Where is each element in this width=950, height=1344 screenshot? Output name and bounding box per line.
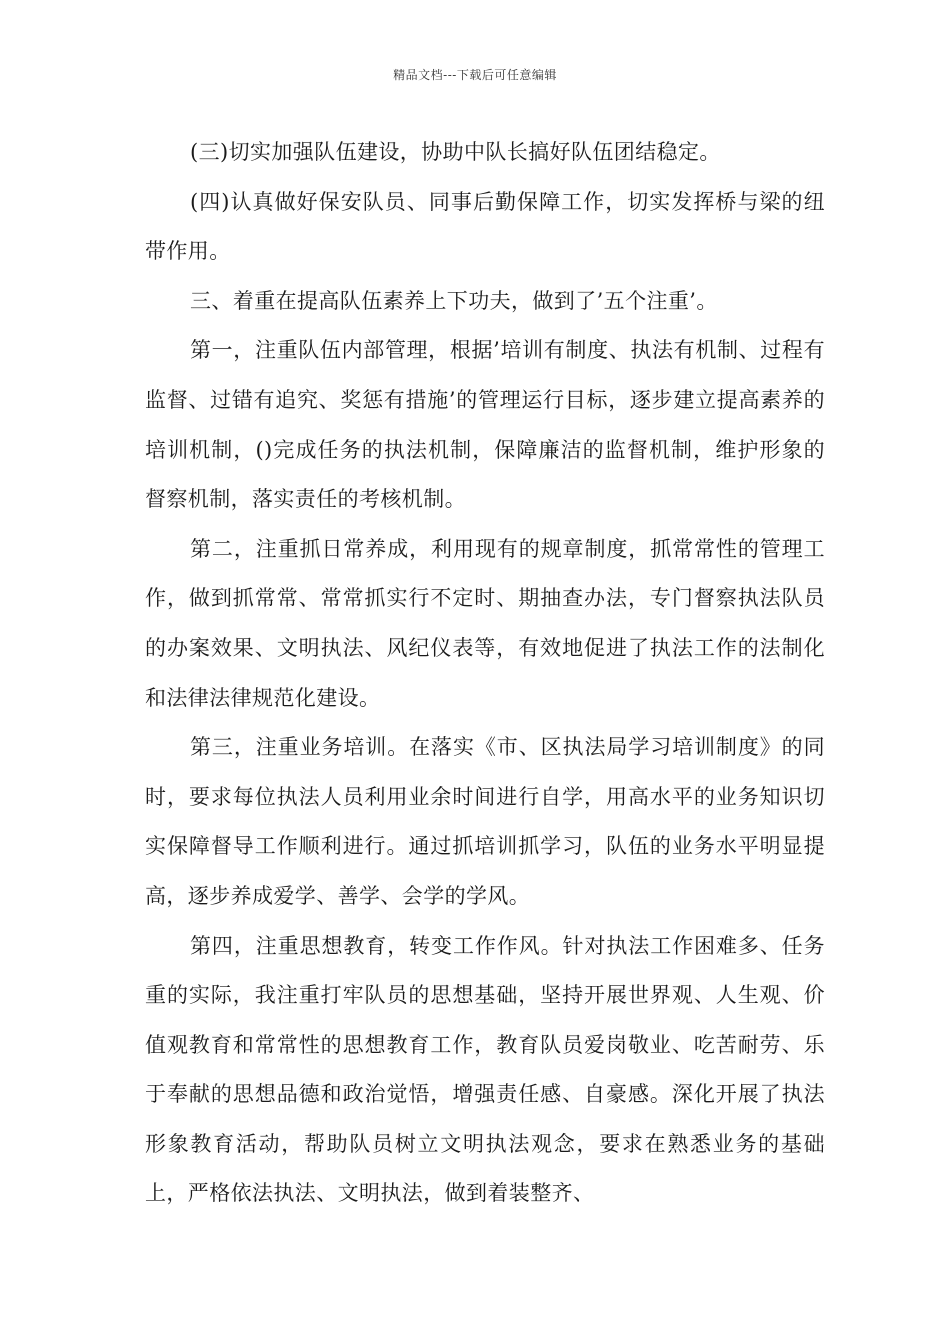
paragraph-fourth: 第四，注重思想教育，转变工作作风。针对执法工作困难多、任务重的实际，我注重打牢队员的思想基础，坚持开展世界观、人生观、价值观教育和常常性的思想教育工作，教育队员爱岗敬业、吃苦耐劳、乐于奉献的思想品德和政治觉悟，增强责任感、自豪感。深化开展了执法形象教育活动，帮助队员树立文明执法观念，要求在熟悉业务的基础上，严格依法执法、文明执法，做到着装整齐、 — [145, 933, 825, 1206]
paragraph-third: 第三，注重业务培训。在落实《市、区执法局学习培训制度》的同时，要求每位执法人员利用业余时间进行自学，用高水平的业务知识切实保障督导工作顺利进行。通过抓培训抓学习，队伍的业务水平明显提高，逐步养成爱学、善学、会学的学风。 — [145, 735, 825, 908]
page-header: 精品文档---下载后可任意编辑 — [393, 68, 557, 82]
paragraph-section-4-item: (四)认真做好保安队员、同事后勤保障工作，切实发挥桥与梁的纽带作用。 — [145, 189, 825, 264]
document-body — [145, 128, 825, 1219]
paragraph-first: 第一，注重队伍内部管理，根据’培训有制度、执法有机制、过程有监督、过错有追究、奖惩有措施’的管理运行目标，逐步建立提高素养的培训机制，()完成任务的执法机制，保障廉洁的监督机制，维护形象的督察机制，落实责任的考核机制。 — [145, 338, 825, 512]
paragraph-heading-three: 三、着重在提高队伍素养上下功夫，做到了’五个注重’。 — [190, 288, 718, 313]
paragraph-second: 第二，注重抓日常养成，利用现有的规章制度，抓常常性的管理工作，做到抓常常、常常抓实行不定时、期抽查办法，专门督察执法队员的办案效果、文明执法、风纪仪表等，有效地促进了执法工作的法制化和法律法律规范化建设。 — [145, 536, 825, 710]
paragraph-section-3-item: (三)切实加强队伍建设，协助中队长搞好队伍团结稳定。 — [190, 140, 721, 164]
